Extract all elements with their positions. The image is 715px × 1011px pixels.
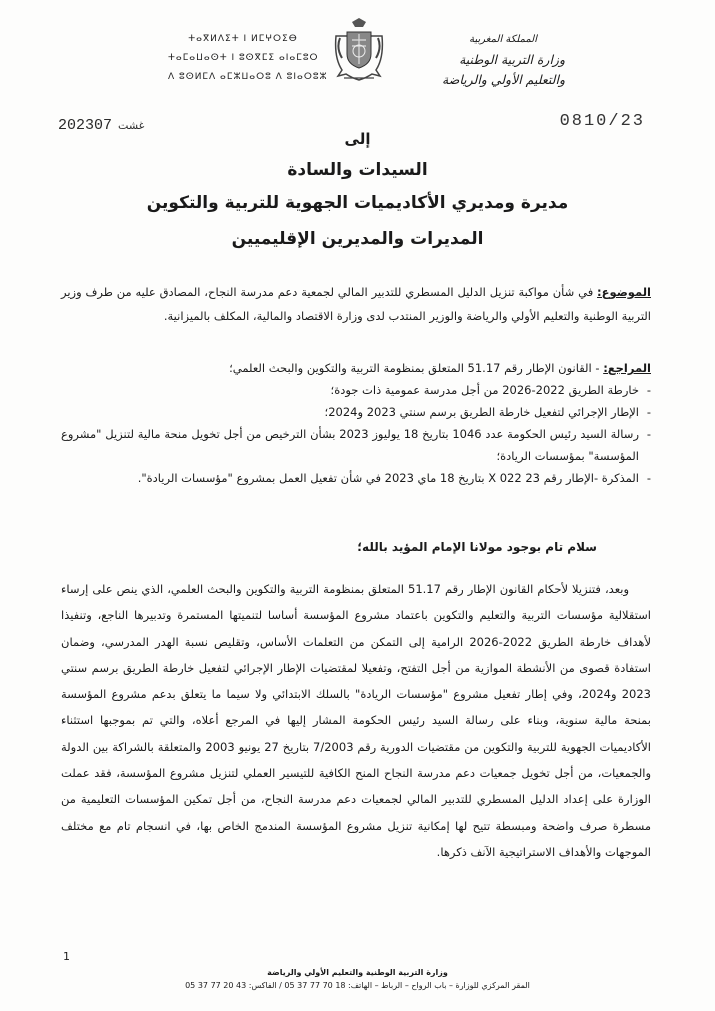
body-paragraph: وبعد، فتنزيلا لأحكام القانون الإطار رقم 51.17 المتعلق بمنظومة التربية والتكوين والبحث العلمي، الذي ينص على إرساء استقلالية مؤسسات التربية والتعليم والتكوين باعتماد مشروع المؤسسة أساسا لتنميتها المستمرة وتدبيرها الناجع، وتنفيذا لأهداف خارطة الطريق 2022-2026 الرامية إلى التمكن من التعلمات الأساس، وتقليص نسبة الهدر المدرسي، وضمان استفادة قصوى من الأنشطة الموازية من أجل التفتح، وتفعيلا لمقتضيات الإطار الإجرائي لتفعيل خارطة الطريق برسم سنتي 2023 و2024، وفي إطار تفعيل مشروع "مؤسسات الريادة" بالسلك الابتدائي ولا سيما ما يتعلق بدعم مشروع المؤسسة بمنحة مالية سنوية، وبناء على رسالة السيد رئيس الحكومة المشار إليها في المرجع أعلاه، والتي تم بموجبها استثناء الأكاديميات الجهوية للتربية والتكوين من مقتضيات الدورية رقم 7/2003 بتاريخ 27 يونيو 2003 والمتعلقة بالشراكة بين الدولة والجمعيات، من أجل تخويل جمعيات دعم مدرسة النجاح المنح الكافية للتيسير العملي لتنزيل مشروع المؤسسة، فقد عملت الوزارة على إعداد الدليل المسطري للتدبير المالي لجمعيات دعم مدرسة النجاح، من أجل تمكين المؤسسات التعليمية من مسطرة صرف واضحة ومبسطة تتيح لها إمكانية تنزيل مشروع المؤسسة المندمج الخاص بها، في انسجام تام مع مختلف الموجهات والأهداف الاستراتيجية الآنف ذكرها.	[61, 582, 651, 859]
date-day: 07	[94, 117, 113, 134]
date-year: 2023	[58, 117, 95, 134]
greeting: سلام تام بوجود مولانا الإمام المؤيد بالله؛	[357, 540, 597, 554]
reference-item: - القانون الإطار رقم 51.17 المتعلق بمنظومة التربية والتكوين والبحث العلمي؛	[229, 361, 604, 375]
addressee-line: المديرات والمديرين الإقليميين	[231, 229, 484, 249]
subject-paragraph	[61, 280, 651, 328]
addressee-line: مديرة ومديري الأكاديميات الجهوية للتربية والتكوين	[146, 193, 569, 213]
addressee-line: السيدات والسادة	[287, 160, 428, 180]
header-line: ⴷ ⵓⵙⵍⵎⴷ ⴰⵎⵣⵡⴰⵔⵓ ⴷ ⵓⵏⴰⵔⵓⵣ	[168, 72, 328, 82]
footer-ministry: وزارة التربية الوطنية والتعليم الأولي والرياضة	[267, 968, 448, 977]
reference-item: - رسالة السيد رئيس الحكومة عدد 1046 بتاريخ 18 يوليوز 2023 بشأن الترخيص من أجل تخويل منحة مالية لتنزيل "مشروع المؤسسة" بمؤسسات الريادة؛	[61, 423, 651, 467]
page-number: 1	[63, 950, 70, 963]
references-list	[61, 379, 651, 489]
addressee-to: إلى	[344, 130, 371, 148]
footer-contact: المقر المركزي للوزارة – باب الرواح – الرباط – الهاتف: 18 70 77 37 05 / الفاكس: 43 20 77 37 05	[185, 981, 530, 990]
ministry-header-tifinagh	[168, 30, 328, 87]
reference-number: 0810/23	[559, 112, 645, 131]
subject-label: الموضوع:	[597, 285, 651, 299]
header-line: المملكة المغربية	[469, 34, 537, 45]
header-line: والتعليم الأولي والرياضة	[442, 72, 565, 87]
reference-item: - المذكرة -الإطار رقم 23 X 022 بتاريخ 18 ماي 2023 في شأن تفعيل العمل بمشروع "مؤسسات الريادة".	[61, 467, 651, 489]
header-line: ⵜⴰⴳⵍⴷⵉⵜ ⵏ ⵍⵎⵖⵔⵉⴱ	[188, 34, 298, 44]
references-label: المراجع:	[603, 361, 651, 375]
subject-text: في شأن مواكبة تنزيل الدليل المسطري للتدبير المالي لجمعية دعم مدرسة النجاح، المصادق عليه من طرف وزير التربية الوطنية والتعليم الأولي والرياضة والوزير المنتدب لدى وزارة الاقتصاد والمالية، المكلف بالميزانية.	[61, 285, 651, 323]
references-block	[61, 357, 651, 489]
header-line: وزارة التربية الوطنية	[459, 52, 565, 67]
reference-item: - خارطة الطريق 2022-2026 من أجل مدرسة عمومية ذات جودة؛	[61, 379, 651, 401]
ministry-header-arabic	[395, 30, 565, 90]
header-line: ⵜⴰⵎⴰⵡⴰⵙⵜ ⵏ ⵓⵙⴳⵎⵉ ⴰⵏⴰⵎⵓⵔ	[168, 53, 319, 63]
date-month: غشت	[118, 119, 145, 132]
royal-emblem-icon	[330, 18, 388, 84]
reference-item: - الإطار الإجرائي لتفعيل خارطة الطريق برسم سنتي 2023 و2024؛	[61, 401, 651, 423]
footer	[0, 966, 715, 992]
